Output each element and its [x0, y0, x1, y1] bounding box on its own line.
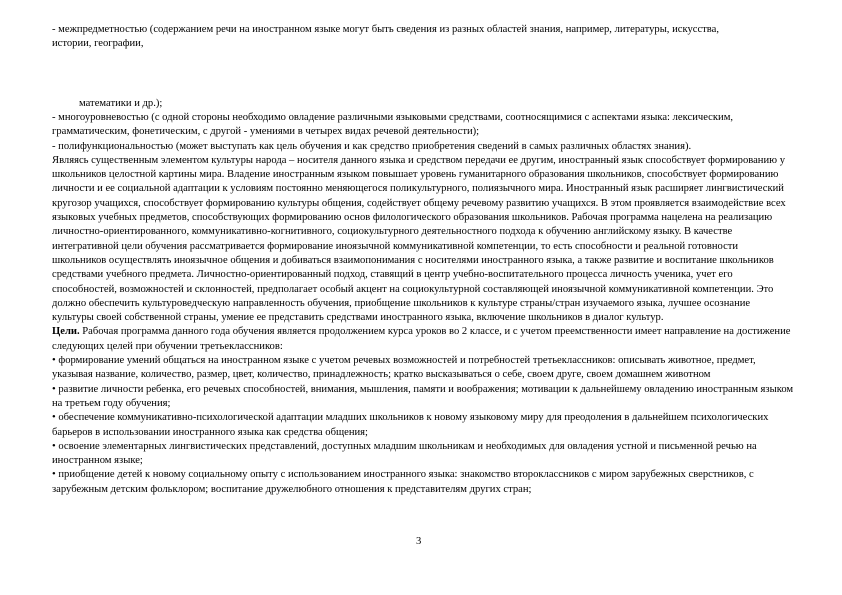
paragraph-culture: Являясь существенным элементом культуры народа – носителя данного языка и средством передачи ее другим, иностранный язык способствует формированию у школьников целостной картины мира. Владение иностранным языком повышает уровень гуманитарного образования школьников, способствует формированию личности и ее социальной адаптации к условиям постоянно меняющегося поликультурного, полиязычного мира. Иностранный язык расширяет лингвистический кругозор учащихся, способствует формированию культуры общения, содействует общему речевому развитию учащихся. В этом проявляется взаимодействие всех языковых учебных предметов, способствующих формированию основ филологического образования школьников. Рабочая программа нацелена на реализацию личностно-ориентированного, коммуникативно-когнитивного, социокультурного деятельностного подхода к обучению английскому языку. В качестве интегративной цели обучения рассматривается формирование иноязычной коммуникативной компетенции, то есть способности и реальной готовности школьников осуществлять иноязычное общения и добиваться взаимопонимания с носителями иностранного языка, а также развитие и воспитание школьников средствами учебного предмета. Личностно-ориентированный подход, ставящий в центр учебно-воспитательного процесса личность ученика, учет его способностей, возможностей и склонностей, предполагает особый акцент на социокультурной составляющей иноязычной коммуникативной компетенции. Это должно обеспечить культуроведческую направленность обучения, приобщение школьников к культуре страны/стран изучаемого языка, лучшее осознание культуры своей собственной страны, умение ее представить средствами иностранного языка, включение школьников в диалог культур.: [52, 154, 786, 324]
bullet-item: • приобщение детей к новому социальному опыту с использованием иностранного языка: знакомство второклассников с миром зарубежных сверстников, с зарубежным детским фольклором; воспитание дружелюбного отношения к представителям других стран;: [52, 469, 754, 495]
bullet-item: • освоение элементарных лингвистических представлений, доступных младшим школьникам и необходимых для овладения устной и письменной речью на иностранном языке;: [52, 440, 757, 467]
bullet-item: • обеспечение коммуникативно-психологической адаптации младших школьников к новому языковому миру для преодоления в дальнейшем психологических барьеров в использовании иностранного языка как средства общения;: [52, 412, 769, 438]
bullet-item: • формирование умений общаться на иностранном языке с учетом речевых возможностей и потребностей третьеклассников: описывать животное, предмет, указывая название, количество, размер, цвет, количество, принадлежность; кратко высказываться о себе, своем друге, своем домашнем животном: [52, 355, 756, 381]
bullet-item: • развитие личности ребенка, его речевых способностей, внимания, мышления, памяти и воображения; мотивации к дальнейшему овладению иностранным языком на третьем году обучения;: [52, 383, 794, 409]
top-line-1: - межпредметностью (содержанием речи на иностранном языке могут быть сведения из разных областей знания, например, литературы, искусства,: [52, 24, 720, 35]
goals-text: Рабочая программа данного года обучения является продолжением курса уроков во 2 классе, и с учетом преемственности имеет направление на достижение следующих целей при обучении третьеклассников:: [52, 326, 791, 352]
document-body: [52, 111, 794, 497]
paragraph-polyfunctional: - полифункциональностью (может выступать как цель обучения и как средство приобретения сведений в самых различных областях знания).: [52, 140, 692, 152]
paragraph-goals: [52, 325, 794, 354]
paragraph-multilevel: - многоуровневостью (с одной стороны необходимо овладение различными языковыми средствами, соотносящимися с аспектами языка: лексическим, грамматическим, фонетическим, с другой - умениями в четырех видах речевой деятельности);: [52, 112, 734, 138]
goals-label: Цели.: [52, 326, 80, 338]
page-number: 3: [416, 536, 422, 547]
top-line-2: истории, географии,: [52, 38, 144, 49]
continued-line: математики и др.);: [79, 98, 163, 109]
